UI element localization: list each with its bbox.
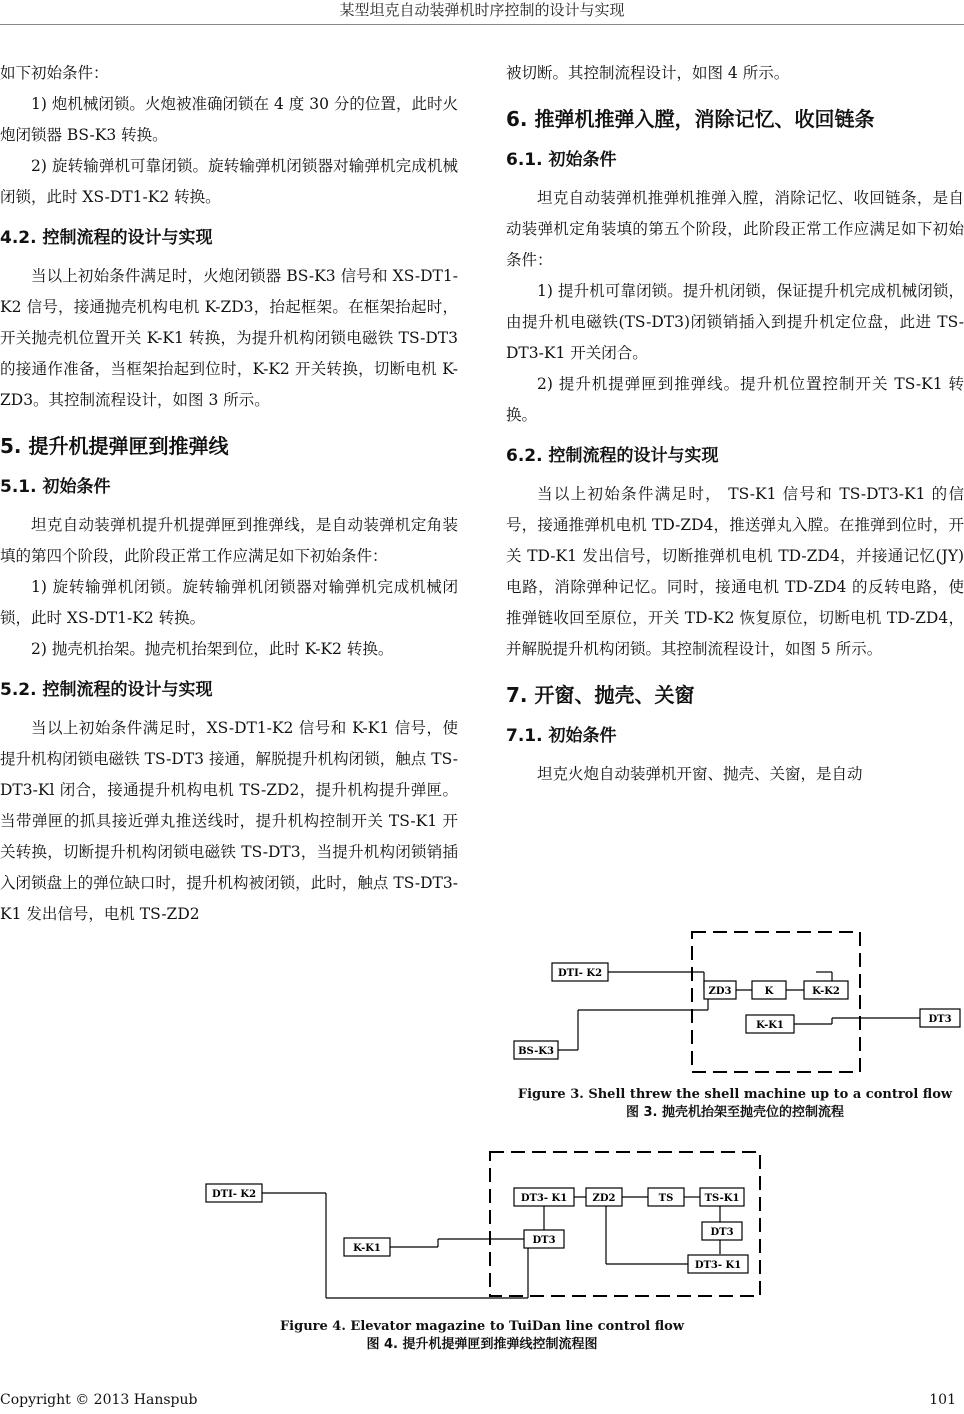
running-title: 某型坦克自动装弹机时序控制的设计与实现 [339, 1, 625, 19]
page-number: 101 [929, 1392, 956, 1408]
box-ts-k1 [700, 1188, 744, 1206]
box-label: DT3 [928, 1014, 952, 1025]
section-heading: 5.1. 初始条件 [0, 477, 111, 497]
box-bs-k3 [514, 1041, 558, 1059]
box-label: K [764, 986, 774, 997]
box-label: K-K1 [353, 1243, 381, 1254]
box-label: ZD3 [708, 986, 732, 997]
section-heading: 6.1. 初始条件 [506, 150, 617, 170]
paragraph: 1) 炮机械闭锁。火炮被准确闭锁在 4 度 30 分的位置，此时火炮闭锁器 BS-K3 转换。 [0, 95, 458, 144]
box-label: TS [658, 1193, 674, 1204]
paragraph: 当以上初始条件满足时，火炮闭锁器 BS-K3 信号和 XS-DT1-K2 信号，接通抛壳机构电机 K-ZD3，抬起框架。在框架抬起时，开关抛壳机位置开关 K-K1 转换，为提升机构闭锁电磁铁 TS-DT3 的接通作准备，当框架抬起到位时，K-K2 开关转换，切断电机 K-ZD3。其控制流程设计，如图 3 所示。 [0, 267, 458, 409]
dashed-boundary [692, 932, 860, 1072]
paragraph: 2) 旋转输弹机可靠闭锁。旋转输弹机闭锁器对输弹机完成机械闭锁，此时 XS-DT1-K2 转换。 [0, 157, 458, 206]
box-label: DT3- K1 [520, 1193, 568, 1204]
paragraph: 坦克自动装弹机提升机提弹匣到推弹线，是自动装弹机定角装填的第四个阶段，此阶段正常工作应满足如下初始条件： [0, 516, 458, 565]
box-k-k1 [344, 1238, 390, 1256]
paragraph: 1) 提升机可靠闭锁。提升机闭锁，保证提升机完成机械闭锁，由提升机电磁铁(TS-DT3)闭锁销插入到提升机定位盘，此进 TS-DT3-K1 开关闭合。 [506, 282, 964, 362]
section-heading: 5. 提升机提弹匣到推弹线 [0, 434, 229, 458]
section-heading: 6. 推弹机推弹入膛，消除记忆、收回链条 [506, 107, 875, 131]
header-rule [0, 24, 964, 25]
copyright-notice: Copyright © 2013 Hanspub [0, 1392, 198, 1408]
paragraph: 坦克自动装弹机推弹机推弹入膛，消除记忆、收回链条，是自动装弹机定角装填的第五个阶段，此阶段正常工作应满足如下初始条件： [506, 189, 964, 269]
paragraph: 如下初始条件： [0, 64, 109, 82]
box-label: DT3- K1 [694, 1260, 742, 1271]
connectors [558, 972, 920, 1050]
section-heading: 7. 开窗、抛壳、关窗 [506, 683, 695, 707]
box-zd3 [704, 981, 736, 999]
section-heading: 7.1. 初始条件 [506, 726, 617, 746]
figure-3-caption [506, 1086, 964, 1122]
figure-4-diagram [190, 1146, 790, 1306]
box-dt1-k2 [206, 1184, 262, 1202]
left-column [0, 58, 458, 930]
caption-chinese: 图 3. 抛壳机抬架至抛壳位的控制流程 [625, 1105, 845, 1120]
caption-english: Figure 4. Elevator magazine to TuiDan line control flow [279, 1319, 685, 1334]
paragraph: 被切断。其控制流程设计，如图 4 所示。 [506, 64, 790, 82]
caption-chinese: 图 4. 提升机提弹匣到推弹线控制流程图 [366, 1337, 598, 1352]
box-label: DTI- K2 [211, 1189, 257, 1200]
box-label: DT3 [710, 1227, 734, 1238]
section-heading: 4.2. 控制流程的设计与实现 [0, 228, 213, 248]
box-label: ZD2 [592, 1193, 616, 1204]
box-label: DT3 [532, 1235, 556, 1246]
box-ts [648, 1188, 684, 1206]
caption-english: Figure 3. Shell threw the shell machine up to a control flow [517, 1087, 953, 1102]
section-heading: 6.2. 控制流程的设计与实现 [506, 446, 719, 466]
box-label: K-K2 [812, 986, 840, 997]
box-zd2 [586, 1188, 622, 1206]
box-dt3-right [702, 1222, 742, 1240]
section-heading: 5.2. 控制流程的设计与实现 [0, 680, 213, 700]
paragraph: 2) 抛壳机抬架。抛壳机抬架到位，此时 K-K2 转换。 [31, 640, 394, 658]
right-column [506, 58, 964, 790]
box-dt3 [920, 1009, 960, 1027]
box-label: BS-K3 [518, 1046, 554, 1057]
box-dt1-k2 [552, 963, 608, 981]
paragraph: 当以上初始条件满足时，XS-DT1-K2 信号和 K-K1 信号，使提升机构闭锁电磁铁 TS-DT3 接通，解脱提升机构闭锁，触点 TS-DT3-Kl 闭合，接通提升机构电机 TS-ZD2，提升机构提升弹匣。当带弹匣的抓具接近弹丸推送线时，提升机构控制开关 TS-K1 开关转换，切断提升机构闭锁电磁铁 TS-DT3，当提升机构闭锁销插入闭锁盘上的弹位缺口时，提升机构被闭锁，此时，触点 TS-DT3-K1 发出信号，电机 TS-ZD2 [0, 719, 458, 923]
figure-3-diagram [506, 926, 964, 1086]
paragraph: 当以上初始条件满足时， TS-K1 信号和 TS-DT3-K1 的信号，接通推弹机电机 TD-ZD4，推送弹丸入膛。在推弹到位时，开关 TD-K1 发出信号，切断推弹机电机 TD-ZD4，并接通记忆(JY)电路，消除弹种记忆。同时，接通电机 TD-ZD4 的反转电路，使推弹链收回至原位，开关 TD-K2 恢复原位，切断电机 TD-ZD4，并解脱提升机构闭锁。其控制流程设计，如图 5 所示。 [506, 485, 964, 658]
paragraph: 1) 旋转输弹机闭锁。旋转输弹机闭锁器对输弹机完成机械闭锁，此时 XS-DT1-K2 转换。 [0, 578, 458, 627]
box-dt3-k1-top [514, 1188, 574, 1206]
paragraph: 坦克火炮自动装弹机开窗、抛壳、关窗，是自动 [537, 765, 863, 783]
box-k-k1 [746, 1015, 794, 1033]
box-label: TS-K1 [704, 1193, 740, 1204]
box-label: DTI- K2 [557, 968, 603, 979]
figure-4-caption [0, 1318, 964, 1354]
box-dt3-k1-bottom [688, 1255, 748, 1273]
box-k-k2 [804, 981, 848, 999]
box-k [752, 981, 786, 999]
box-dt3-left [524, 1230, 564, 1248]
box-label: K-K1 [756, 1020, 784, 1031]
paragraph: 2) 提升机提弹匣到推弹线。提升机位置控制开关 TS-K1 转换。 [506, 375, 964, 424]
